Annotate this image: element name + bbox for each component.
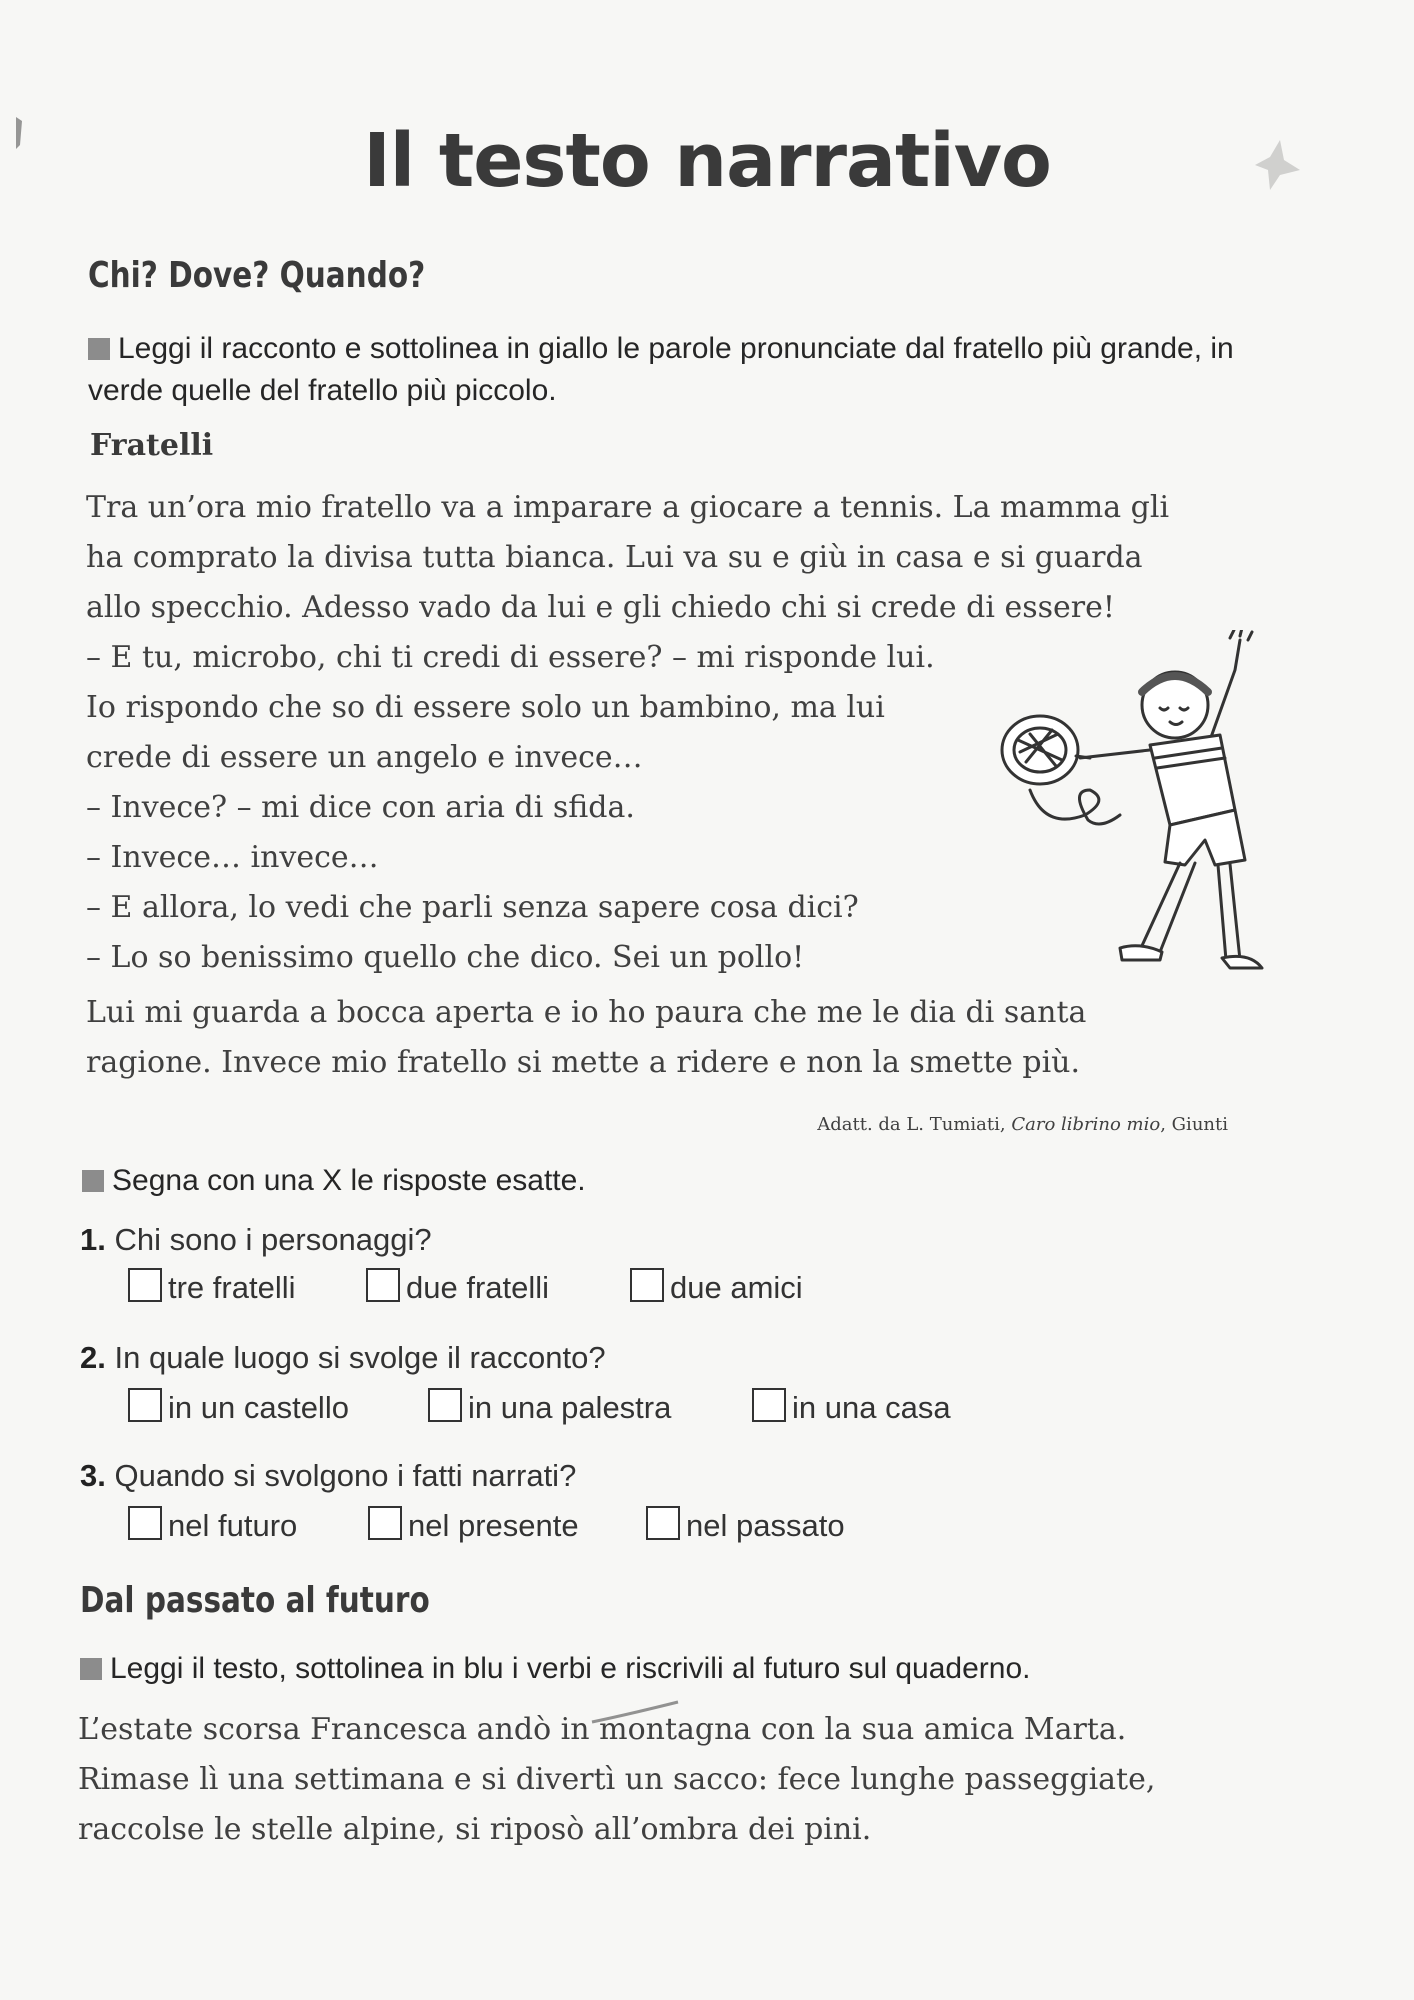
answer-label: in una palestra — [468, 1390, 672, 1425]
answer-label: tre fratelli — [168, 1270, 296, 1305]
section-heading-dal-passato: Dal passato al futuro — [80, 1580, 430, 1621]
answer-label: nel passato — [686, 1508, 845, 1543]
quiz-instruction-text: Segna con una X le risposte esatte. — [112, 1164, 586, 1197]
answer-option[interactable] — [128, 1388, 349, 1426]
story-line: Io rispondo che so di essere solo un bambino, ma lui — [86, 690, 885, 725]
story-line: – E allora, lo vedi che parli senza sapere cosa dici? — [86, 890, 859, 925]
answer-option[interactable] — [646, 1506, 845, 1544]
story-line: – E tu, microbo, chi ti credi di essere? – mi risponde lui. — [86, 640, 935, 675]
answer-option[interactable] — [428, 1388, 671, 1426]
empty-checkbox-icon[interactable] — [630, 1268, 664, 1302]
pencil-mark — [590, 1700, 680, 1730]
answer-label: nel presente — [408, 1508, 579, 1543]
answer-option[interactable] — [366, 1268, 549, 1306]
answer-label: due fratelli — [406, 1270, 550, 1305]
empty-checkbox-icon[interactable] — [646, 1506, 680, 1540]
story-line: ha comprato la divisa tutta bianca. Lui va su e giù in casa e si guarda — [86, 540, 1143, 575]
question-2 — [80, 1340, 606, 1376]
story-line: Lui mi guarda a bocca aperta e io ho paura che me le dia di santa — [86, 995, 1087, 1030]
story-instruction — [88, 328, 1248, 412]
story-line: – Invece? – mi dice con aria di sfida. — [86, 790, 635, 825]
empty-checkbox-icon[interactable] — [366, 1268, 400, 1302]
passage-line: raccolse le stelle alpine, si riposò all’ombra dei pini. — [78, 1812, 872, 1847]
story-instruction-text: Leggi il racconto e sottolinea in giallo le parole pronunciate dal fratello più grande, in verde quelle del fratello più piccolo. — [88, 332, 1234, 407]
passage-line: L’estate scorsa Francesca andò in montagna con la sua amica Marta. — [78, 1712, 1127, 1747]
story-line: allo specchio. Adesso vado da lui e gli chiedo chi si crede di essere! — [86, 590, 1115, 625]
page-title: Il testo narrativo — [363, 118, 1051, 204]
story-line: ragione. Invece mio fratello si mette a ridere e non la smette più. — [86, 1045, 1081, 1080]
question-text: Chi sono i personaggi? — [114, 1222, 432, 1257]
verbs-instruction — [80, 1648, 1030, 1690]
answer-label: in una casa — [792, 1390, 951, 1425]
question-number: 3. — [80, 1458, 106, 1493]
story-line: – Lo so benissimo quello che dico. Sei un pollo! — [86, 940, 805, 975]
answer-option[interactable] — [128, 1506, 297, 1544]
story-line: Tra un’ora mio fratello va a imparare a giocare a tennis. La mamma gli — [86, 490, 1170, 525]
section-heading-chi-dove-quando: Chi? Dove? Quando? — [88, 255, 426, 296]
gray-square-icon — [82, 1170, 104, 1192]
story-line: crede di essere un angelo e invece… — [86, 740, 643, 775]
empty-checkbox-icon[interactable] — [368, 1506, 402, 1540]
source-book-title: Caro librino mio — [1011, 1114, 1161, 1135]
answer-option[interactable] — [128, 1268, 295, 1306]
answer-option[interactable] — [368, 1506, 579, 1544]
question-number: 2. — [80, 1340, 106, 1375]
gray-square-icon — [88, 338, 110, 360]
answer-option[interactable] — [752, 1388, 951, 1426]
story-source — [817, 1114, 1228, 1135]
tennis-boy-illustration — [990, 630, 1280, 990]
question-1 — [80, 1222, 432, 1258]
question-number: 1. — [80, 1222, 106, 1257]
answer-option[interactable] — [630, 1268, 803, 1306]
quiz-instruction — [82, 1160, 586, 1202]
question-text: In quale luogo si svolge il racconto? — [114, 1340, 606, 1375]
empty-checkbox-icon[interactable] — [752, 1388, 786, 1422]
story-line: – Invece… invece… — [86, 840, 379, 875]
gray-square-icon — [80, 1658, 102, 1680]
question-text: Quando si svolgono i fatti narrati? — [114, 1458, 577, 1493]
empty-checkbox-icon[interactable] — [128, 1388, 162, 1422]
passage-line: Rimase lì una settimana e si divertì un sacco: fece lunghe passeggiate, — [78, 1762, 1156, 1797]
source-author: Adatt. da L. Tumiati, — [817, 1114, 1012, 1135]
source-publisher: , Giunti — [1160, 1114, 1228, 1135]
empty-checkbox-icon[interactable] — [128, 1268, 162, 1302]
answer-label: in un castello — [168, 1390, 349, 1425]
answer-label: due amici — [670, 1270, 803, 1305]
empty-checkbox-icon[interactable] — [428, 1388, 462, 1422]
verbs-instruction-text: Leggi il testo, sottolinea in blu i verbi e riscrivili al futuro sul quaderno. — [110, 1652, 1031, 1685]
empty-checkbox-icon[interactable] — [128, 1506, 162, 1540]
question-3 — [80, 1458, 576, 1494]
answer-label: nel futuro — [168, 1508, 298, 1543]
story-title: Fratelli — [90, 428, 214, 463]
